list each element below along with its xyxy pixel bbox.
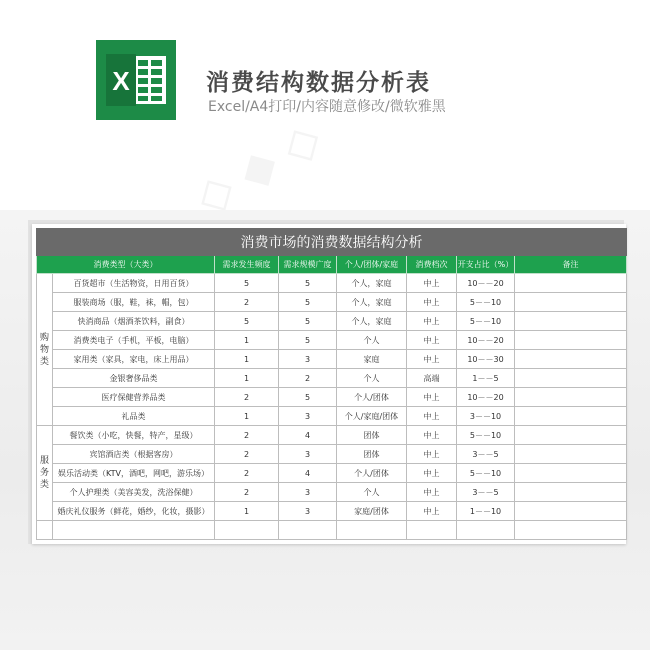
cell-type: 娱乐活动类（KTV，酒吧，网吧，游乐场） (53, 464, 215, 483)
cell-scale: 2 (279, 369, 337, 388)
cell-who: 个人，家庭 (337, 274, 407, 293)
column-header: 备注 (515, 256, 627, 274)
cell-ratio: 5－－10 (457, 464, 515, 483)
empty-cell (279, 521, 337, 540)
cell-freq: 1 (215, 502, 279, 521)
cell-scale: 3 (279, 350, 337, 369)
cell-freq: 5 (215, 312, 279, 331)
cell-ratio: 3－－5 (457, 483, 515, 502)
cell-type: 宾馆酒店类（根据客房） (53, 445, 215, 464)
cell-ratio: 3－－10 (457, 407, 515, 426)
cell-type: 服装商场（服，鞋，袜，帽，包） (53, 293, 215, 312)
cell-note (515, 426, 627, 445)
cell-note (515, 369, 627, 388)
empty-cell (457, 521, 515, 540)
cell-note (515, 464, 627, 483)
table-row (37, 312, 627, 331)
table-banner: 消费市场的消费数据结构分析 (37, 229, 627, 256)
cell-ratio: 1－－10 (457, 502, 515, 521)
cell-level: 中上 (407, 426, 457, 445)
table-row (37, 369, 627, 388)
cell-level: 中上 (407, 483, 457, 502)
cell-freq: 1 (215, 407, 279, 426)
empty-cell (337, 521, 407, 540)
cell-who: 个人 (337, 331, 407, 350)
cell-scale: 5 (279, 274, 337, 293)
cell-level: 中上 (407, 502, 457, 521)
cell-type: 消费类电子（手机，平板，电脑） (53, 331, 215, 350)
table-row (37, 274, 627, 293)
cell-freq: 2 (215, 293, 279, 312)
cell-level: 中上 (407, 388, 457, 407)
cell-scale: 5 (279, 388, 337, 407)
cell-type: 百货超市（生活物资，日用百货） (53, 274, 215, 293)
group-label-char: 购 (39, 332, 49, 343)
cell-freq: 1 (215, 350, 279, 369)
cell-who: 个人，家庭 (337, 293, 407, 312)
cell-who: 个人/团体 (337, 464, 407, 483)
cell-who: 家庭 (337, 350, 407, 369)
cell-type: 家用类（家具，家电，床上用品） (53, 350, 215, 369)
column-header: 消费档次 (407, 256, 457, 274)
empty-row (37, 521, 627, 540)
table-row (37, 293, 627, 312)
empty-cell (215, 521, 279, 540)
cell-level: 中上 (407, 312, 457, 331)
column-header: 需求规模广度 (279, 256, 337, 274)
cell-level: 中上 (407, 331, 457, 350)
cell-type: 医疗保健营养品类 (53, 388, 215, 407)
table-row (37, 331, 627, 350)
cell-type: 个人护理类（美容美发，洗浴保健） (53, 483, 215, 502)
spreadsheet (32, 224, 626, 544)
group-label-char: 类 (39, 480, 49, 490)
table-row (37, 426, 627, 445)
cell-who: 个人/团体 (337, 388, 407, 407)
cell-freq: 2 (215, 445, 279, 464)
excel-icon (96, 40, 176, 120)
group-label-char: 类 (39, 356, 49, 367)
group-label-char: 务 (39, 468, 49, 478)
cell-freq: 2 (215, 483, 279, 502)
cell-freq: 2 (215, 388, 279, 407)
cell-ratio: 5－－10 (457, 426, 515, 445)
empty-cell (37, 521, 53, 540)
cell-freq: 2 (215, 464, 279, 483)
cell-note (515, 293, 627, 312)
cell-scale: 3 (279, 502, 337, 521)
cell-freq: 1 (215, 331, 279, 350)
cell-note (515, 388, 627, 407)
svg-text:X: X (112, 66, 130, 96)
cell-level: 中上 (407, 350, 457, 369)
cell-level: 中上 (407, 407, 457, 426)
empty-cell (53, 521, 215, 540)
column-header: 需求发生频度 (215, 256, 279, 274)
header-row (37, 256, 627, 274)
cell-ratio: 3－－5 (457, 445, 515, 464)
cell-type: 餐饮类（小吃，快餐，特产，星级） (53, 426, 215, 445)
table-row (37, 407, 627, 426)
table-row (37, 445, 627, 464)
cell-scale: 4 (279, 464, 337, 483)
column-header: 消费类型（大类） (37, 256, 215, 274)
group-label (37, 426, 53, 521)
cell-ratio: 10－－20 (457, 274, 515, 293)
table-row (37, 350, 627, 369)
cell-type: 婚庆礼仪服务（鲜花，婚纱，化妆，摄影） (53, 502, 215, 521)
cell-freq: 5 (215, 274, 279, 293)
group-label (37, 274, 53, 426)
cell-who: 个人 (337, 483, 407, 502)
cell-type: 金银奢侈品类 (53, 369, 215, 388)
cell-note (515, 502, 627, 521)
cell-level: 中上 (407, 464, 457, 483)
table-row (37, 483, 627, 502)
table-row (37, 388, 627, 407)
table-row (37, 502, 627, 521)
cell-who: 家庭/团体 (337, 502, 407, 521)
table-body (37, 274, 627, 540)
cell-note (515, 407, 627, 426)
cell-level: 中上 (407, 274, 457, 293)
group-label-char: 物 (39, 344, 49, 355)
cell-freq: 1 (215, 369, 279, 388)
cell-who: 个人 (337, 369, 407, 388)
cell-type: 礼品类 (53, 407, 215, 426)
cell-ratio: 10－－30 (457, 350, 515, 369)
empty-cell (407, 521, 457, 540)
cell-type: 快消商品（烟酒茶饮料，副食） (53, 312, 215, 331)
column-header: 开支占比（%） (457, 256, 515, 274)
empty-cell (515, 521, 627, 540)
page-subtitle: Excel/A4打印/内容随意修改/微软雅黑 (208, 99, 446, 115)
header (0, 0, 650, 210)
cell-level: 中上 (407, 293, 457, 312)
cell-scale: 5 (279, 331, 337, 350)
cell-level: 高端 (407, 369, 457, 388)
cell-note (515, 312, 627, 331)
cell-who: 团体 (337, 426, 407, 445)
cell-ratio: 1－－5 (457, 369, 515, 388)
cell-who: 个人，家庭 (337, 312, 407, 331)
cell-note (515, 483, 627, 502)
page-title: 消费结构数据分析表 (206, 70, 431, 96)
cell-scale: 4 (279, 426, 337, 445)
cell-scale: 3 (279, 407, 337, 426)
cell-who: 个人/家庭/团体 (337, 407, 407, 426)
cell-note (515, 274, 627, 293)
cell-note (515, 445, 627, 464)
column-header: 个人/团体/家庭 (337, 256, 407, 274)
cell-note (515, 350, 627, 369)
cell-level: 中上 (407, 445, 457, 464)
cell-scale: 3 (279, 445, 337, 464)
cell-ratio: 5－－10 (457, 312, 515, 331)
cell-who: 团体 (337, 445, 407, 464)
cell-scale: 5 (279, 312, 337, 331)
data-table (36, 228, 627, 540)
cell-ratio: 10－－20 (457, 331, 515, 350)
cell-note (515, 331, 627, 350)
cell-ratio: 5－－10 (457, 293, 515, 312)
table-row (37, 464, 627, 483)
cell-scale: 5 (279, 293, 337, 312)
cell-ratio: 10－－20 (457, 388, 515, 407)
cell-freq: 2 (215, 426, 279, 445)
group-label-char: 服 (39, 456, 49, 466)
cell-scale: 3 (279, 483, 337, 502)
